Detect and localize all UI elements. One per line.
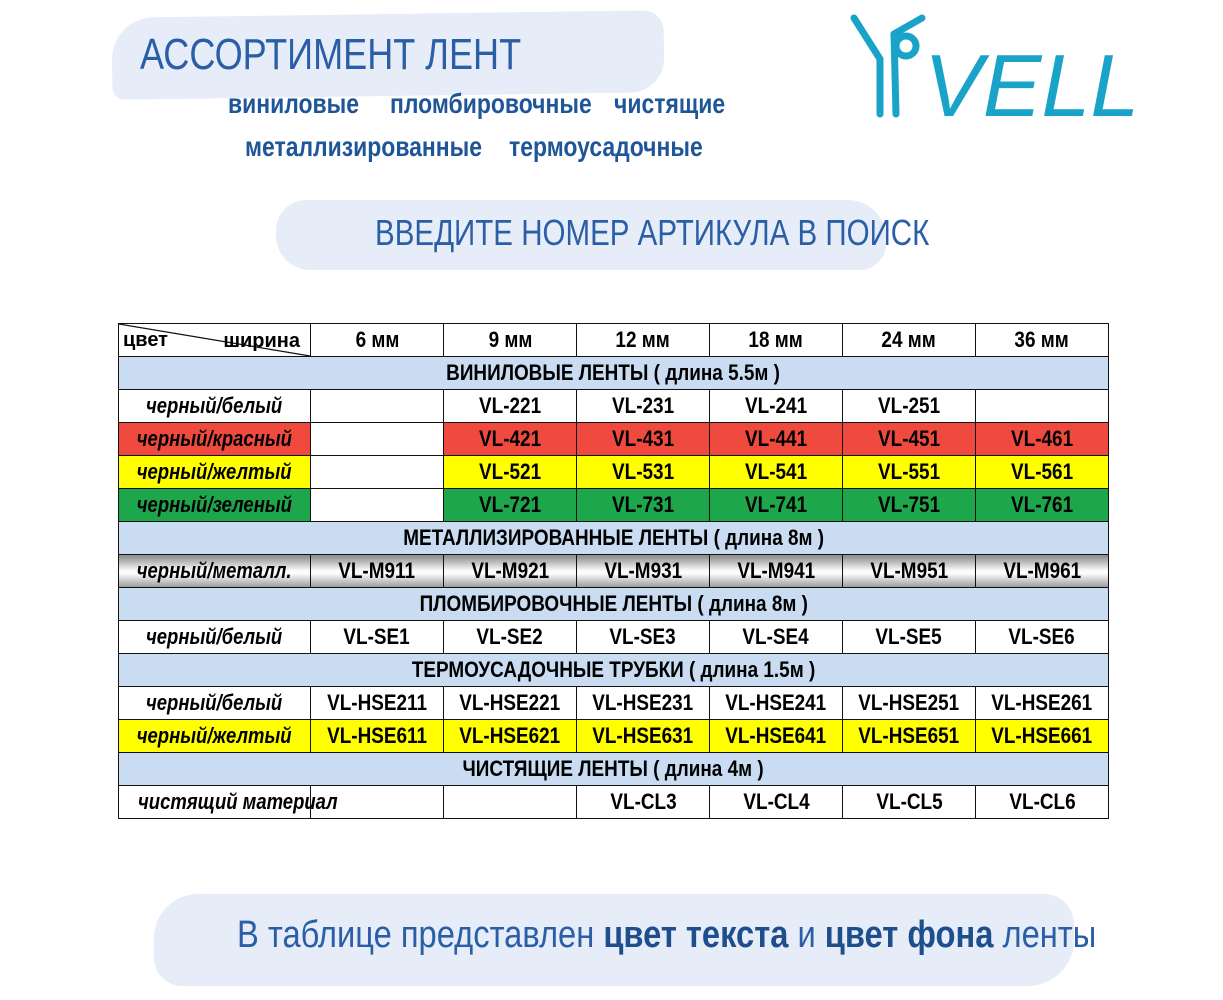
article-number: VL-CL5	[875, 789, 943, 814]
article-number: VL-421	[478, 426, 542, 451]
article-number: VL-521	[478, 459, 542, 484]
article-number: VL-HSE261	[991, 690, 1093, 715]
article-number: VL-HSE631	[592, 723, 694, 748]
article-cell	[444, 456, 577, 489]
section-title-text: ВИНИЛОВЫЕ ЛЕНТЫ ( длина 5.5м )	[446, 360, 781, 385]
article-number: VL-M921	[471, 558, 549, 583]
article-number: VL-461	[1010, 426, 1074, 451]
article-number: VL-HSE231	[592, 690, 694, 715]
row-color-label	[119, 621, 311, 654]
article-cell	[843, 555, 976, 588]
section-row	[119, 357, 1109, 390]
row-color-label-text: черный/белый	[146, 393, 283, 418]
article-number: VL-HSE621	[459, 723, 561, 748]
table-row	[119, 555, 1109, 588]
empty-cell	[311, 423, 444, 456]
page-title: АССОРТИМЕНТ ЛЕНТ	[140, 30, 522, 79]
corner-color-label: цвет	[123, 329, 168, 351]
article-number: VL-HSE251	[858, 690, 960, 715]
type-vinyl: виниловые	[228, 88, 360, 119]
article-number: VL-241	[744, 393, 808, 418]
article-cell	[843, 489, 976, 522]
row-color-label-text: черный/белый	[146, 690, 283, 715]
section-row	[119, 588, 1109, 621]
article-cell	[710, 390, 843, 423]
article-number: VL-SE3	[609, 624, 677, 649]
section-title	[119, 654, 1109, 687]
type-heatshrink: термоусадочные	[509, 131, 703, 162]
article-cell	[444, 555, 577, 588]
article-cell	[577, 786, 710, 819]
article-number: VL-M941	[737, 558, 815, 583]
article-number: VL-231	[611, 393, 675, 418]
row-color-label-text: черный/белый	[146, 624, 283, 649]
width-header-text: 6 мм	[355, 327, 399, 352]
article-number: VL-SE5	[875, 624, 943, 649]
article-cell	[843, 786, 976, 819]
article-cell	[577, 423, 710, 456]
article-cell	[577, 456, 710, 489]
type-metallized: металлизированные	[245, 131, 483, 162]
article-number: VL-751	[877, 492, 941, 517]
row-color-label-text: чистящий материал	[138, 789, 338, 814]
corner-cell	[119, 324, 311, 357]
search-prompt: ВВЕДИТЕ НОМЕР АРТИКУЛА В ПОИСК	[375, 212, 930, 253]
article-number: VL-M911	[338, 558, 416, 583]
article-cell	[843, 423, 976, 456]
section-title-text: МЕТАЛЛИЗИРОВАННЫЕ ЛЕНТЫ ( длина 8м )	[403, 525, 824, 550]
width-header	[311, 324, 444, 357]
article-cell	[710, 555, 843, 588]
width-header-text: 12 мм	[615, 327, 671, 352]
article-cell	[311, 687, 444, 720]
empty-cell	[976, 390, 1109, 423]
article-cell	[444, 687, 577, 720]
article-cell	[976, 621, 1109, 654]
section-title-text: ПЛОМБИРОВОЧНЫЕ ЛЕНТЫ ( длина 8м )	[419, 591, 808, 616]
article-cell	[577, 390, 710, 423]
article-number: VL-741	[744, 492, 808, 517]
article-number: VL-451	[877, 426, 941, 451]
table-row	[119, 423, 1109, 456]
table-row	[119, 687, 1109, 720]
table-row	[119, 456, 1109, 489]
empty-cell	[444, 786, 577, 819]
article-cell	[444, 621, 577, 654]
width-header-text: 24 мм	[881, 327, 937, 352]
article-number: VL-721	[478, 492, 542, 517]
footer-part1: В таблице представлен	[237, 914, 604, 956]
table-row	[119, 720, 1109, 753]
type-cleaning: чистящие	[614, 88, 726, 119]
article-cell	[710, 456, 843, 489]
article-cell	[843, 621, 976, 654]
article-number: VL-HSE641	[725, 723, 827, 748]
footer-bold-text-color: цвет текста	[603, 914, 789, 956]
width-header-text: 18 мм	[748, 327, 804, 352]
article-number: VL-M931	[604, 558, 682, 583]
article-number: VL-541	[744, 459, 808, 484]
article-number: VL-SE1	[343, 624, 411, 649]
width-header-text: 9 мм	[488, 327, 532, 352]
empty-cell	[311, 390, 444, 423]
article-cell	[311, 555, 444, 588]
corner-width-label: ширина	[223, 330, 300, 352]
article-cell	[843, 687, 976, 720]
width-header	[976, 324, 1109, 357]
article-cell	[710, 423, 843, 456]
row-color-label-text: черный/красный	[136, 426, 293, 451]
table-row	[119, 390, 1109, 423]
row-color-label	[119, 687, 311, 720]
article-number: VL-SE2	[476, 624, 544, 649]
article-number: VL-431	[611, 426, 675, 451]
type-seal: пломбировочные	[390, 88, 592, 119]
footer-part3: ленты	[993, 914, 1097, 956]
article-number: VL-441	[744, 426, 808, 451]
article-number: VL-761	[1010, 492, 1074, 517]
article-cell	[710, 489, 843, 522]
article-cell	[311, 621, 444, 654]
article-number: VL-HSE221	[459, 690, 561, 715]
row-color-label-text: черный/желтый	[137, 723, 292, 748]
article-number: VL-HSE241	[725, 690, 827, 715]
article-number: VL-221	[478, 393, 542, 418]
article-cell	[843, 456, 976, 489]
article-cell	[710, 621, 843, 654]
article-number: VL-SE6	[1008, 624, 1076, 649]
article-cell	[976, 720, 1109, 753]
article-number: VL-CL6	[1008, 789, 1076, 814]
article-cell	[444, 423, 577, 456]
table-row	[119, 489, 1109, 522]
article-cell	[577, 687, 710, 720]
empty-cell	[311, 489, 444, 522]
article-cell	[976, 555, 1109, 588]
section-row	[119, 522, 1109, 555]
article-number: VL-M951	[870, 558, 948, 583]
article-number: VL-HSE661	[991, 723, 1093, 748]
article-number: VL-HSE211	[327, 690, 427, 715]
section-title	[119, 357, 1109, 390]
article-number: VL-CL4	[742, 789, 810, 814]
width-header	[444, 324, 577, 357]
section-title	[119, 522, 1109, 555]
section-row	[119, 753, 1109, 786]
article-number: VL-551	[877, 459, 941, 484]
width-header	[577, 324, 710, 357]
row-color-label	[119, 555, 311, 588]
article-number: VL-HSE651	[858, 723, 960, 748]
table-row	[119, 786, 1109, 819]
article-cell	[843, 390, 976, 423]
article-cell	[444, 390, 577, 423]
empty-cell	[311, 456, 444, 489]
width-header	[710, 324, 843, 357]
article-cell	[976, 423, 1109, 456]
article-cell	[577, 720, 710, 753]
section-title-text: ТЕРМОУСАДОЧНЫЕ ТРУБКИ ( длина 1.5м )	[411, 657, 816, 682]
article-cell	[976, 489, 1109, 522]
row-color-label	[119, 456, 311, 489]
section-row	[119, 654, 1109, 687]
row-color-label	[119, 390, 311, 423]
row-color-label	[119, 423, 311, 456]
article-number: VL-251	[877, 393, 941, 418]
yvell-logo	[850, 14, 1140, 135]
section-title	[119, 588, 1109, 621]
section-title-text: ЧИСТЯЩИЕ ЛЕНТЫ ( длина 4м )	[462, 756, 765, 781]
row-color-label-text: черный/металл.	[137, 558, 292, 583]
article-cell	[577, 621, 710, 654]
footer-note	[237, 914, 1096, 957]
row-color-label-text: черный/зеленый	[136, 492, 293, 517]
article-cell	[976, 456, 1109, 489]
table-row	[119, 621, 1109, 654]
article-cell	[976, 786, 1109, 819]
article-number: VL-531	[611, 459, 675, 484]
article-cell	[444, 720, 577, 753]
article-cell	[710, 687, 843, 720]
footer-part2: и	[788, 914, 825, 956]
row-color-label	[119, 489, 311, 522]
row-color-label-text: черный/желтый	[137, 459, 292, 484]
row-color-label	[119, 720, 311, 753]
article-cell	[976, 687, 1109, 720]
article-number: VL-HSE611	[327, 723, 427, 748]
footer-bold-bg-color: цвет фона	[824, 914, 994, 956]
article-cell	[710, 786, 843, 819]
article-number: VL-561	[1010, 459, 1074, 484]
section-title	[119, 753, 1109, 786]
header-row	[119, 324, 1109, 357]
article-cell	[577, 555, 710, 588]
article-cell	[444, 489, 577, 522]
article-number: VL-731	[611, 492, 675, 517]
width-header	[843, 324, 976, 357]
width-header-text: 36 мм	[1014, 327, 1070, 352]
article-number: VL-CL3	[609, 789, 677, 814]
tape-assortment-table	[118, 323, 1109, 819]
logo-text: VELL	[924, 36, 1140, 135]
article-number: VL-SE4	[742, 624, 810, 649]
article-number: VL-M961	[1003, 558, 1081, 583]
article-cell	[710, 720, 843, 753]
row-color-label	[119, 786, 338, 819]
article-cell	[577, 489, 710, 522]
article-cell	[311, 720, 444, 753]
article-cell	[843, 720, 976, 753]
